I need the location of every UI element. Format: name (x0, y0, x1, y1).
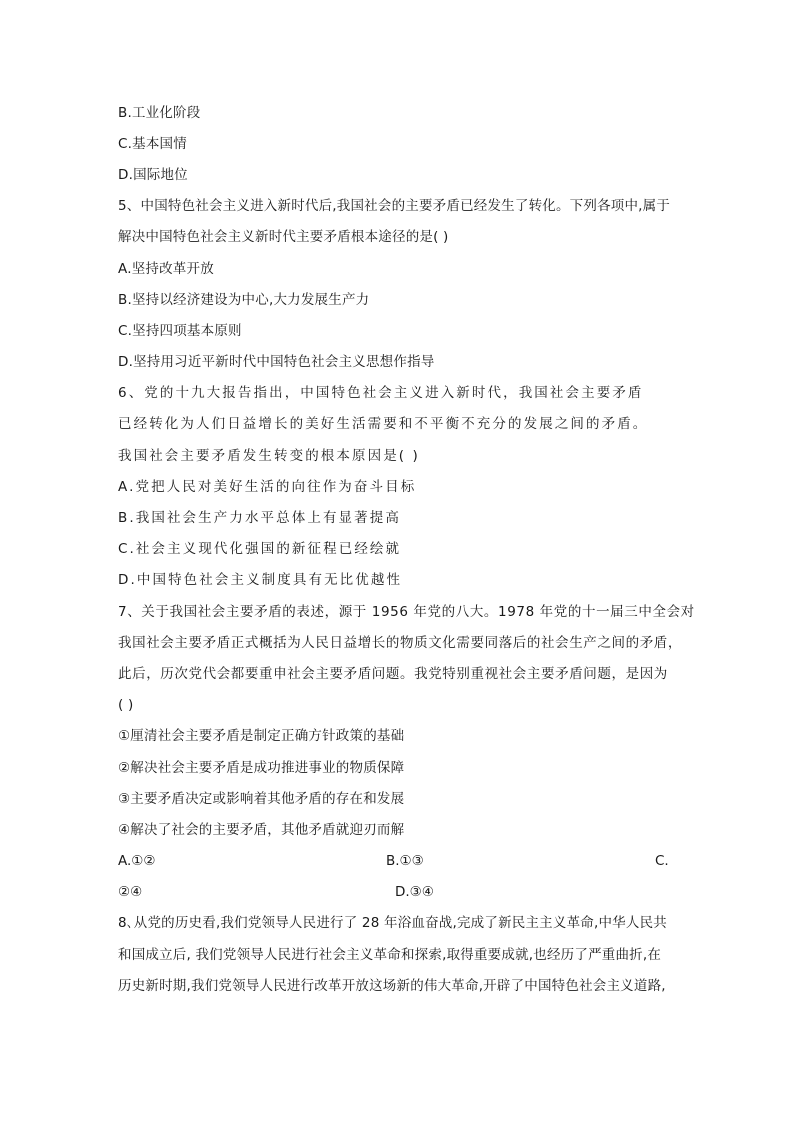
q5-stem-line-1: 5、中国特色社会主义进入新时代后,我国社会的主要矛盾已经发生了转化。下列各项中,属于 (118, 198, 671, 214)
q5-option-a: A.坚持改革开放 (118, 261, 214, 277)
q7-answer-bracket: ( ) (118, 697, 134, 713)
q6-option-c: C.社会主义现代化强国的新征程已经绘就 (118, 541, 402, 557)
q7-stem-line-1: 7、关于我国社会主要矛盾的表述，源于 1956 年党的八大。1978 年党的十一届三中全会对 (118, 604, 695, 620)
q4-option-b: B.工业化阶段 (118, 105, 201, 121)
q8-stem-line-2: 和国成立后, 我们党领导人民进行社会主义革命和探索,取得重要成就,也经历了严重曲折,在 (118, 947, 662, 963)
q4-option-d: D.国际地位 (118, 167, 188, 183)
q7-option-d: D.③④ (395, 884, 434, 900)
q4-option-c: C.基本国情 (118, 136, 187, 152)
q7-statement-4: ④解决了社会的主要矛盾，其他矛盾就迎刃而解 (118, 822, 405, 838)
q8-stem-line-1: 8､从党的历史看,我们党领导人民进行了 28 年浴血奋战,完成了新民主主义革命,中华人民共 (118, 915, 667, 931)
q7-stem-line-2: 我国社会主要矛盾正式概括为人民日益增长的物质文化需要同落后的社会生产之间的矛盾， (118, 635, 682, 651)
q7-option-a: A.①② (118, 853, 156, 869)
q7-statement-1: ①厘清社会主要矛盾是制定正确方针政策的基础 (118, 728, 405, 744)
q6-option-a: A.党把人民对美好生活的向往作为奋斗目标 (118, 479, 417, 495)
q7-statement-3: ③主要矛盾决定或影响着其他矛盾的存在和发展 (118, 791, 405, 807)
q6-stem-line-2: 已经转化为人们日益增长的美好生活需要和不平衡不充分的发展之间的矛盾。 (118, 416, 649, 432)
q6-option-b: B.我国社会生产力水平总体上有显著提高 (118, 510, 401, 526)
q7-option-b: B.①③ (386, 853, 424, 869)
q7-option-c: C. (655, 853, 669, 869)
q6-stem-line-1: 6、党的十九大报告指出，中国特色社会主义进入新时代，我国社会主要矛盾 (118, 385, 644, 401)
q5-option-c: C.坚持四项基本原则 (118, 323, 242, 339)
q7-stem-line-3: 此后，历次党代会都要重申社会主要矛盾问题。我党特别重视社会主要矛盾问题，是因为 (118, 666, 668, 682)
q5-option-b: B.坚持以经济建设为中心,大力发展生产力 (118, 292, 370, 308)
q6-option-d: D.中国特色社会主义制度具有无比优越性 (118, 572, 403, 588)
q5-option-d: D.坚持用习近平新时代中国特色社会主义思想作指导 (118, 354, 435, 370)
q6-stem-line-3: 我国社会主要矛盾发生转变的根本原因是( ) (118, 448, 420, 464)
q5-stem-line-2: 解决中国特色社会主义新时代主要矛盾根本途径的是( ) (118, 229, 449, 245)
q8-stem-line-3: 历史新时期,我们党领导人民进行改革开放这场新的伟大革命,开辟了中国特色社会主义道路, (118, 978, 666, 994)
q7-option-c-continued: ②④ (118, 884, 143, 900)
q7-statement-2: ②解决社会主要矛盾是成功推进事业的物质保障 (118, 760, 405, 776)
